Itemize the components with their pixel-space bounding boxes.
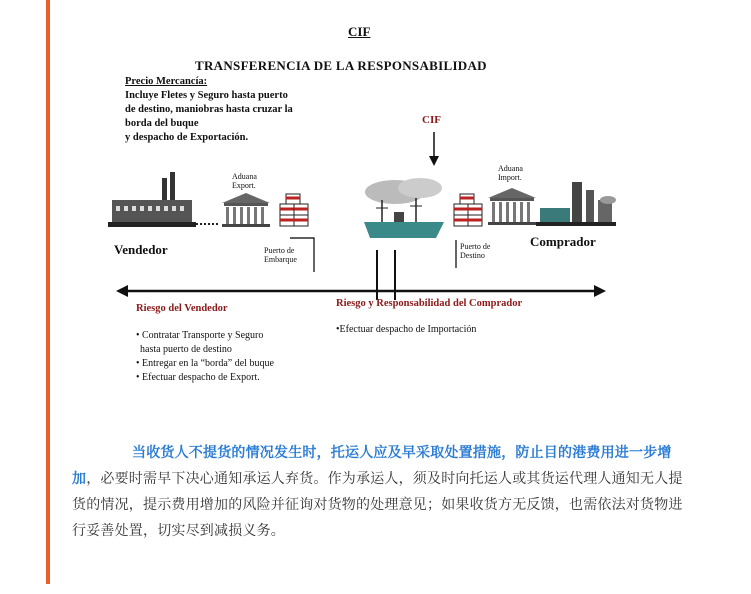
cif-marker: CIF bbox=[422, 114, 441, 126]
vendedor-label: Vendedor bbox=[114, 242, 168, 257]
aduana-import-line: Import. bbox=[498, 173, 522, 182]
riesgo-vendedor-heading: Riesgo del Vendedor bbox=[136, 303, 228, 314]
body-paragraph bbox=[72, 440, 692, 544]
industrial-plant-icon bbox=[536, 182, 616, 226]
riesgo-vendedor-item: • Contratar Transporte y Seguro bbox=[136, 330, 264, 341]
riesgo-vendedor-item: • Entregar en la “borda” del buque bbox=[136, 358, 274, 369]
customs-building-import-icon bbox=[488, 188, 536, 225]
transfer-title: TRANSFERENCIA DE LA RESPONSABILIDAD bbox=[195, 58, 487, 73]
aduana-export-label bbox=[232, 172, 257, 190]
factory-icon bbox=[108, 172, 196, 227]
aduana-export-line: Export. bbox=[232, 181, 256, 190]
left-accent-bar bbox=[46, 0, 50, 584]
aduana-import-line: Aduana bbox=[498, 164, 523, 173]
puerto-destino-line: Destino bbox=[460, 251, 485, 260]
precio-heading: Precio Mercancía: bbox=[125, 76, 208, 87]
precio-line: Incluye Fletes y Seguro hasta puerto bbox=[125, 90, 288, 101]
precio-line: de destino, maniobras hasta cruzar la bbox=[125, 104, 293, 115]
highlighted-sentence: 当收货人不提货的情况发生时，托运人应及早采取处置措施，防止目的港费用进一步增加 bbox=[72, 445, 672, 487]
paragraph-body: ，必要时需早下决心通知承运人弃货。作为承运人，须及时向托运人或其货运代理人通知无人提货的情况，提示费用增加的风险并征询对货物的处理意见；如果收货方无反馈，也需依法对货物进行妥善处置，切实尽到减损义务。 bbox=[72, 471, 683, 539]
cif-title: CIF bbox=[348, 24, 371, 39]
ship-icon bbox=[364, 178, 444, 238]
puerto-embarque-label bbox=[264, 246, 297, 264]
precio-line: borda del buque bbox=[125, 118, 199, 129]
aduana-export-line: Aduana bbox=[232, 172, 257, 181]
puerto-destino-line: Puerto de bbox=[460, 242, 491, 251]
cargo-boxes-export-icon bbox=[280, 194, 308, 226]
aduana-import-label bbox=[498, 164, 523, 182]
comprador-label: Comprador bbox=[530, 234, 596, 249]
puerto-embarque-line: Embarque bbox=[264, 255, 297, 264]
riesgo-vendedor-item: hasta puerto de destino bbox=[140, 344, 232, 355]
cargo-boxes-import-icon bbox=[454, 194, 482, 226]
customs-building-export-icon bbox=[222, 193, 270, 227]
puerto-embarque-line: Puerto de bbox=[264, 246, 295, 255]
puerto-destino-label bbox=[460, 242, 490, 260]
riesgo-comprador-item: •Efectuar despacho de Importación bbox=[336, 324, 477, 335]
riesgo-vendedor-item: • Efectuar despacho de Export. bbox=[136, 372, 260, 383]
cif-diagram bbox=[100, 10, 660, 410]
riesgo-comprador-heading: Riesgo y Responsabilidad del Comprador bbox=[336, 298, 523, 309]
precio-line: y despacho de Exportación. bbox=[125, 132, 249, 143]
